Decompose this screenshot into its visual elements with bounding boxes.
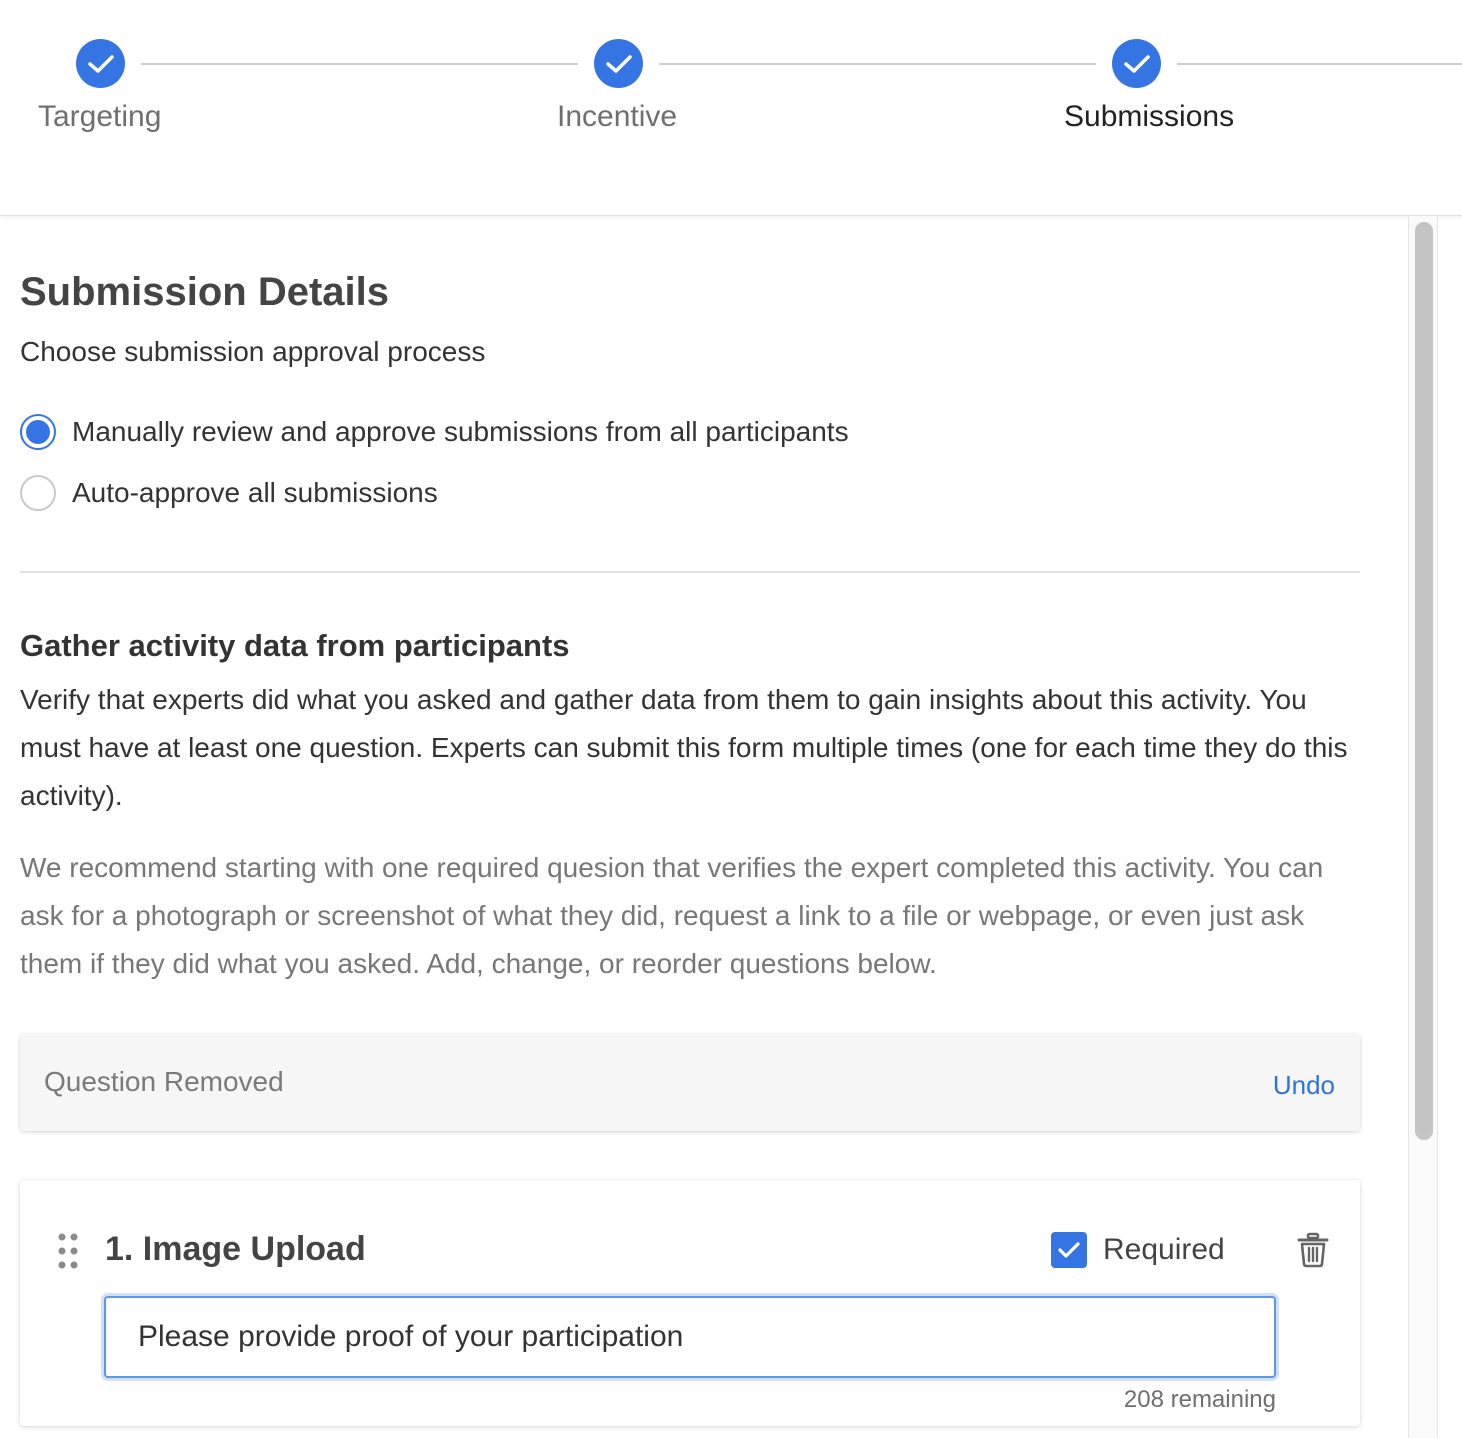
question-removed-notice xyxy=(20,1034,1360,1131)
stepper-header xyxy=(0,0,1462,216)
scrollbar-thumb[interactable] xyxy=(1415,222,1433,1140)
step-targeting-label[interactable]: Targeting xyxy=(38,100,162,133)
approval-process-subtitle: Choose submission approval process xyxy=(20,336,486,367)
step-connector xyxy=(1177,63,1462,65)
radio-button-unselected[interactable] xyxy=(20,475,56,511)
step-incentive-label[interactable]: Incentive xyxy=(557,100,678,133)
radio-manual-review[interactable] xyxy=(20,414,849,450)
gather-data-description: Verify that experts did what you asked and gather data from them to gain insights about this activity. You must have at least one question. Experts can submit this form multiple times (one for each time they do this activity). xyxy=(20,684,1348,811)
check-icon xyxy=(88,54,114,74)
question-prompt-input[interactable] xyxy=(104,1296,1276,1378)
check-icon xyxy=(1058,1241,1080,1259)
section-divider xyxy=(20,571,1360,573)
step-submissions-check[interactable] xyxy=(1112,39,1161,88)
radio-auto-approve-label[interactable]: Auto-approve all submissions xyxy=(72,477,438,508)
trash-icon[interactable] xyxy=(1296,1232,1330,1268)
step-submissions-label[interactable]: Submissions xyxy=(1064,100,1235,133)
drag-handle-icon[interactable] xyxy=(57,1232,79,1270)
characters-remaining: 208 remaining xyxy=(1123,1386,1276,1413)
radio-button-selected[interactable] xyxy=(20,414,56,450)
question-removed-text: Question Removed xyxy=(44,1066,284,1097)
gather-data-recommendation: We recommend starting with one required quesion that verifies the expert completed this activity. You can ask for a photograph or screenshot of what they did, request a link to a file or webpage, or even just ask them if they did what you asked. Add, change, or reorder questions below. xyxy=(20,852,1324,979)
check-icon xyxy=(1124,54,1150,74)
step-connector xyxy=(659,63,1096,65)
undo-link[interactable]: Undo xyxy=(1272,1070,1335,1100)
gather-data-title: Gather activity data from participants xyxy=(20,628,570,663)
question-card xyxy=(20,1180,1360,1426)
check-icon xyxy=(606,54,632,74)
step-incentive-check[interactable] xyxy=(594,39,643,88)
submission-details-title: Submission Details xyxy=(20,270,389,314)
step-connector xyxy=(141,63,578,65)
required-toggle[interactable] xyxy=(1051,1232,1225,1268)
radio-manual-review-label[interactable]: Manually review and approve submissions from all participants xyxy=(72,416,849,447)
required-checkbox[interactable] xyxy=(1051,1232,1087,1268)
question-title: 1. Image Upload xyxy=(105,1230,366,1268)
radio-auto-approve[interactable] xyxy=(20,475,438,511)
step-targeting-check[interactable] xyxy=(76,39,125,88)
required-label[interactable]: Required xyxy=(1103,1233,1225,1266)
